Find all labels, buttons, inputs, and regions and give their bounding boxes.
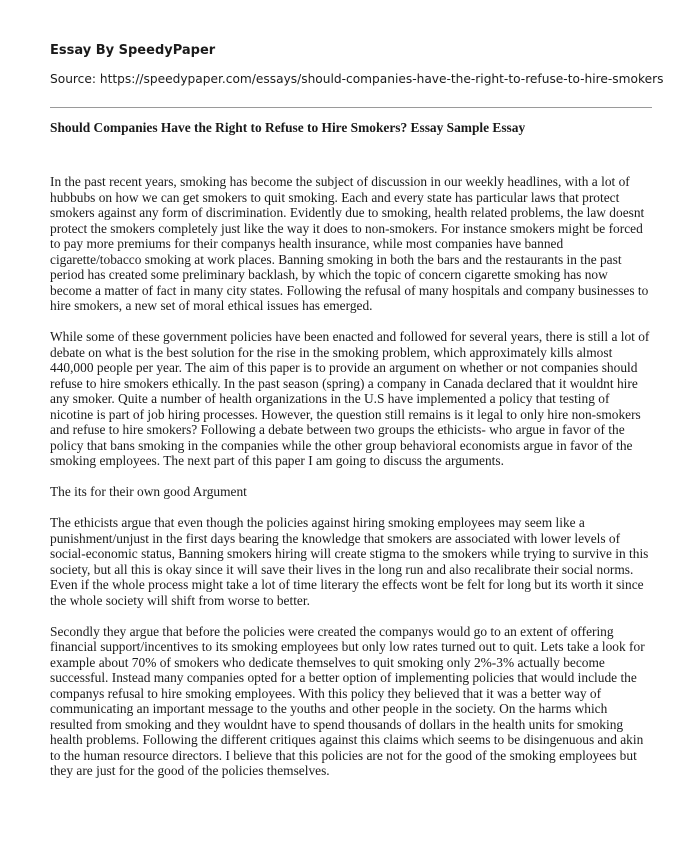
essay-title: Should Companies Have the Right to Refuse to Hire Smokers? Essay Sample Essay bbox=[50, 120, 526, 135]
essay-paragraph: Secondly they argue that before the policies were created the companys would go to an extent of offering financial support/incentives to its smoking employees but only low rates turned out to quit. Lets take a look for example about 70% of smokers who dedicate themselves to quit smoking only 2%-3% actually become successful. Instead many companies opted for a better option of implementing policies that would include the companys refusal to hire smoking employees. With this policy they believed that it was a better way of communicating an important message to the youths and other people in the society. On the harms which resulted from smoking and they wouldnt have to spend thousands of dollars in the health units for smoking health problems. Following the different critiques against this claims which seems to be disingenuous and akin to the human resource directors. I believe that this policies are not for the good of the smoking employees but they are just for the good of the policies themselves. bbox=[50, 623, 645, 778]
source-url: https://speedypaper.com/essays/should-companies-have-the-right-to-refuse-to-hire-smokers bbox=[99, 72, 664, 86]
essay-paragraph: While some of these government policies have been enacted and followed for several years, there is still a lot of debate on what is the best solution for the rise in the smoking problem, which approximately kills almost 440,000 people per year. The aim of this paper is to provide an argument on whether or not companies should refuse to hire smokers ethically. In the past season (spring) a company in Canada declared that it wouldnt hire any smoker. Quite a number of health organizations in the U.S have implemented a policy that testing of nicotine is part of job hiring processes. However, the question still remains is it legal to only hire non-smokers and refuse to hire smokers? Following a debate between two groups the ethicists- who argue in favor of the policy that bans smoking in the companies while the other group behavioral economists argue in favor of the smoking employees. The next part of this paper I am going to discuss the arguments. bbox=[50, 329, 650, 468]
source-line bbox=[50, 71, 663, 87]
essay-paragraph: The ethicists argue that even though the policies against hiring smoking employees may seem like a punishment/unjust in the first days bearing the knowledge that smokers are associated with lower levels of social-economic status, Banning smokers hiring will create stigma to the smokers while trying to survive in this society, but all this is okay since it will save their lives in the long run and also recalibrate their social norms. Even if the whole process might take a lot of time literary the effects wont be felt for long but its worth it since the whole society will shift from worse to better. bbox=[50, 515, 649, 608]
section-heading: The its for their own good Argument bbox=[50, 484, 247, 499]
header-divider bbox=[50, 107, 652, 108]
essay-paragraph: In the past recent years, smoking has become the subject of discussion in our weekly headlines, with a lot of hubbubs on how we can get smokers to quit smoking. Each and every state has particular laws that protect smokers against any form of discrimination. Evidently due to smoking, health related problems, the law doesnt protect the smokers completely just like the way it does to non-smokers. For instance smokers might be forced to pay more premiums for their companys health insurance, while most companies have banned cigarette/tobacco smoking at work places. Banning smoking in both the bars and the restaurants in the past period has created some preliminary backlash, by which the topic of concern cigarette smoking has now become a matter of fact in many city states. Following the refusal of many hospitals and company businesses to hire smokers, a new set of moral ethical issues has emerged. bbox=[50, 174, 649, 313]
essay-body bbox=[50, 174, 652, 794]
document-header-title: Essay By SpeedyPaper bbox=[50, 43, 216, 58]
source-label: Source: bbox=[50, 72, 96, 86]
